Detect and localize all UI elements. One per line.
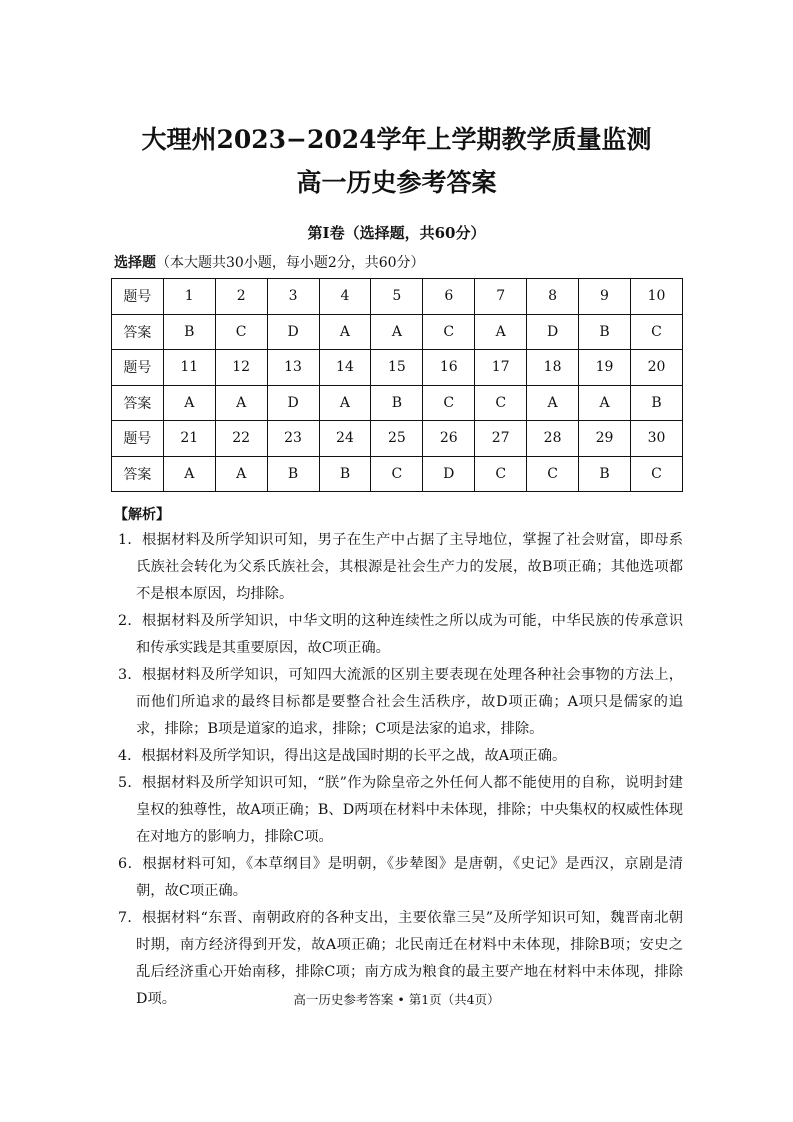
table-cell: 30 bbox=[630, 421, 682, 457]
table-cell: A bbox=[319, 385, 371, 421]
table-cell: 17 bbox=[475, 350, 527, 386]
intro-label: 选择题 bbox=[114, 255, 156, 271]
table-cell: 12 bbox=[215, 350, 267, 386]
table-cell: B bbox=[579, 314, 631, 350]
table-cell: 19 bbox=[579, 350, 631, 386]
table-cell: C bbox=[215, 314, 267, 350]
document-title: 大理州2023−2024学年上学期教学质量监测 bbox=[141, 125, 652, 154]
table-cell: A bbox=[163, 385, 215, 421]
table-row bbox=[112, 385, 683, 421]
analysis-item: 7．根据材料“东晋、南朝政府的各种支出，主要依靠三吴”及所学知识可知，魏晋南北朝时期，南方经济得到开发，故A项正确；北民南迁在材料中未体现，排除B项；安史之乱后经济重心开始南移，排除C项；南方成为粮食的最主要产地在材料中未体现，排除D项。 bbox=[118, 910, 683, 1007]
table-cell: 20 bbox=[630, 350, 682, 386]
table-cell: 2 bbox=[215, 279, 267, 315]
table-cell: 5 bbox=[371, 279, 423, 315]
table-cell: B bbox=[579, 456, 631, 492]
page-footer: 高一历史参考答案 • 第1页（共4页） bbox=[293, 992, 500, 1007]
analysis-item: 3．根据材料及所学知识，可知四大流派的区别主要表现在处理各种社会事物的方法上，而他们所追求的最终目标都是要整合社会生活秩序，故D项正确；A项只是儒家的追求，排除；B项是道家的追求，排除；C项是法家的追求，排除。 bbox=[118, 667, 683, 737]
table-cell: A bbox=[163, 456, 215, 492]
table-cell: B bbox=[630, 385, 682, 421]
table-cell: B bbox=[371, 385, 423, 421]
row-header-cell: 答案 bbox=[112, 456, 164, 492]
table-cell: 29 bbox=[579, 421, 631, 457]
table-cell: 11 bbox=[163, 350, 215, 386]
table-cell: C bbox=[475, 385, 527, 421]
table-cell: 13 bbox=[267, 350, 319, 386]
table-cell: D bbox=[423, 456, 475, 492]
table-row bbox=[112, 314, 683, 350]
table-cell: 18 bbox=[527, 350, 579, 386]
intro-text: （本大题共30小题，每小题2分，共60分） bbox=[156, 255, 425, 271]
row-header-cell: 答案 bbox=[112, 314, 164, 350]
row-header-cell: 题号 bbox=[112, 421, 164, 457]
table-cell: C bbox=[630, 314, 682, 350]
table-cell: 9 bbox=[579, 279, 631, 315]
table-cell: C bbox=[475, 456, 527, 492]
table-row bbox=[112, 350, 683, 386]
table-cell: C bbox=[423, 314, 475, 350]
table-cell: 16 bbox=[423, 350, 475, 386]
document-subtitle: 高一历史参考答案 bbox=[296, 168, 497, 197]
table-cell: 4 bbox=[319, 279, 371, 315]
row-header-cell: 答案 bbox=[112, 385, 164, 421]
analysis-item: 4．根据材料及所学知识，得出这是战国时期的长平之战，故A项正确。 bbox=[118, 748, 567, 764]
table-cell: 21 bbox=[163, 421, 215, 457]
table-cell: C bbox=[630, 456, 682, 492]
table-row bbox=[112, 279, 683, 315]
analysis-item: 6．根据材料可知，《本草纲目》是明朝，《步辇图》是唐朝，《史记》是西汉，京剧是清朝，故C项正确。 bbox=[118, 856, 683, 899]
table-cell: 1 bbox=[163, 279, 215, 315]
table-cell: 25 bbox=[371, 421, 423, 457]
table-cell: 3 bbox=[267, 279, 319, 315]
table-cell: 23 bbox=[267, 421, 319, 457]
section-heading: 第Ⅰ卷（选择题，共60分） bbox=[307, 224, 486, 242]
row-header-cell: 题号 bbox=[112, 350, 164, 386]
table-cell: C bbox=[423, 385, 475, 421]
question-intro bbox=[114, 252, 425, 272]
analysis-heading: 【解析】 bbox=[114, 507, 170, 523]
answer-table bbox=[111, 278, 683, 492]
table-cell: 26 bbox=[423, 421, 475, 457]
analysis-item: 5．根据材料及所学知识可知，“朕”作为除皇帝之外任何人都不能使用的自称，说明封建皇权的独尊性，故A项正确；B、D两项在材料中未体现，排除；中央集权的权威性体现在对地方的影响力，排除C项。 bbox=[118, 775, 683, 845]
table-row bbox=[112, 456, 683, 492]
table-cell: D bbox=[267, 314, 319, 350]
table-cell: 27 bbox=[475, 421, 527, 457]
table-cell: D bbox=[527, 314, 579, 350]
table-cell: 7 bbox=[475, 279, 527, 315]
table-cell: 10 bbox=[630, 279, 682, 315]
table-cell: B bbox=[319, 456, 371, 492]
table-cell: 8 bbox=[527, 279, 579, 315]
table-cell: A bbox=[579, 385, 631, 421]
table-cell: 22 bbox=[215, 421, 267, 457]
table-cell: 28 bbox=[527, 421, 579, 457]
table-cell: 15 bbox=[371, 350, 423, 386]
table-cell: A bbox=[527, 385, 579, 421]
table-cell: C bbox=[527, 456, 579, 492]
table-cell: 6 bbox=[423, 279, 475, 315]
table-cell: A bbox=[319, 314, 371, 350]
table-cell: A bbox=[371, 314, 423, 350]
table-cell: A bbox=[475, 314, 527, 350]
table-cell: D bbox=[267, 385, 319, 421]
row-header-cell: 题号 bbox=[112, 279, 164, 315]
table-row bbox=[112, 421, 683, 457]
analysis-list bbox=[118, 527, 683, 1013]
analysis-item: 2．根据材料及所学知识，中华文明的这种连续性之所以成为可能，中华民族的传承意识和传承实践是其重要原因，故C项正确。 bbox=[118, 613, 683, 656]
table-cell: A bbox=[215, 385, 267, 421]
analysis-item: 1．根据材料及所学知识可知，男子在生产中占据了主导地位，掌握了社会财富，即母系氏族社会转化为父系氏族社会，其根源是社会生产力的发展，故B项正确；其他选项都不是根本原因，均排除。 bbox=[118, 532, 683, 602]
table-cell: B bbox=[267, 456, 319, 492]
table-cell: B bbox=[163, 314, 215, 350]
table-cell: 14 bbox=[319, 350, 371, 386]
table-cell: 24 bbox=[319, 421, 371, 457]
table-cell: A bbox=[215, 456, 267, 492]
table-cell: C bbox=[371, 456, 423, 492]
